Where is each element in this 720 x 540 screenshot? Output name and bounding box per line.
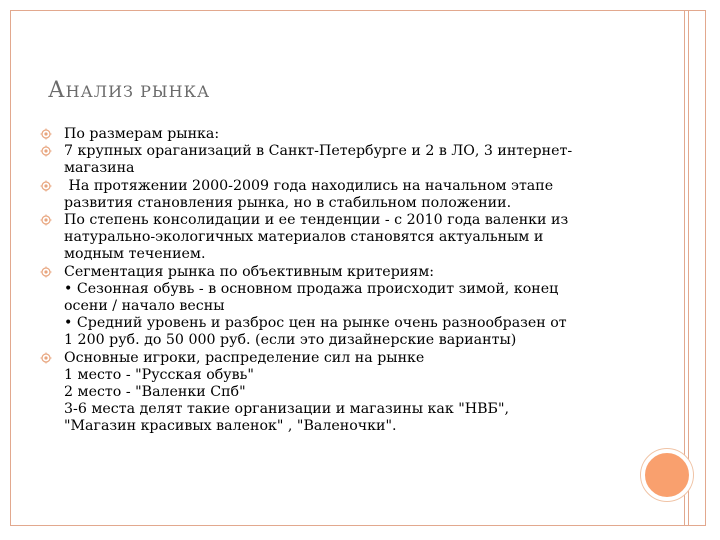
list-item (40, 350, 630, 436)
side-rule (688, 10, 689, 526)
list-item-text: "Магазин красивых валенок" , "Валеночки". (64, 418, 397, 435)
list-item (40, 264, 630, 350)
bullet-list (40, 126, 630, 436)
list-item-text: осени / начало весны (64, 298, 225, 315)
bullet-icon (40, 214, 52, 226)
title-initial: А (48, 78, 66, 103)
title-rest: НАЛИЗ РЫНКА (65, 82, 211, 101)
list-item-text: 1 место - "Русская обувь" (64, 366, 254, 383)
list-item-text: 7 крупных ораганизаций в Санкт-Петербурге и 2 в ЛО, 3 интернет- (64, 143, 573, 160)
list-item-text: 3-6 места делят такие организации и магазины как "НВБ", (64, 401, 510, 418)
list-item (40, 143, 630, 177)
list-item-text: Сегментация рынка по объективным критериям: (64, 263, 435, 280)
list-item-text: 2 место - "Валенки Спб" (64, 384, 246, 401)
list-item (40, 212, 630, 264)
list-item-text: • Средний уровень и разброс цен на рынке очень разнообразен от (64, 315, 567, 332)
list-item-text: 1 200 руб. до 50 000 руб. (если это дизайнерские варианты) (64, 332, 517, 349)
list-item-text: модным течением. (64, 246, 206, 263)
bullet-icon (40, 352, 52, 364)
bullet-icon (40, 266, 52, 278)
side-rule (684, 10, 685, 526)
list-item-text: По степень консолидации и ее тенденции - с 2010 года валенки из (64, 212, 569, 229)
bullet-icon (40, 128, 52, 140)
list-item-text: натурально-экологичных материалов становятся актуальным и (64, 229, 544, 246)
list-item-text: • Сезонная обувь - в основном продажа происходит зимой, конец (64, 280, 559, 297)
list-item-text: магазина (64, 160, 135, 177)
decorative-orange-circle (641, 449, 693, 501)
list-item-text: Основные игроки, распределение сил на рынке (64, 349, 425, 366)
list-item-text: На протяжении 2000-2009 года находились на начальном этапе (64, 177, 554, 194)
list-item-text: По размерам рынка: (64, 126, 220, 142)
list-item (40, 178, 630, 212)
slide-title (48, 78, 210, 103)
list-item (40, 126, 630, 143)
bullet-icon (40, 180, 52, 192)
bullet-icon (40, 145, 52, 157)
list-item-text: развития становления рынка, но в стабильном положении. (64, 194, 512, 211)
